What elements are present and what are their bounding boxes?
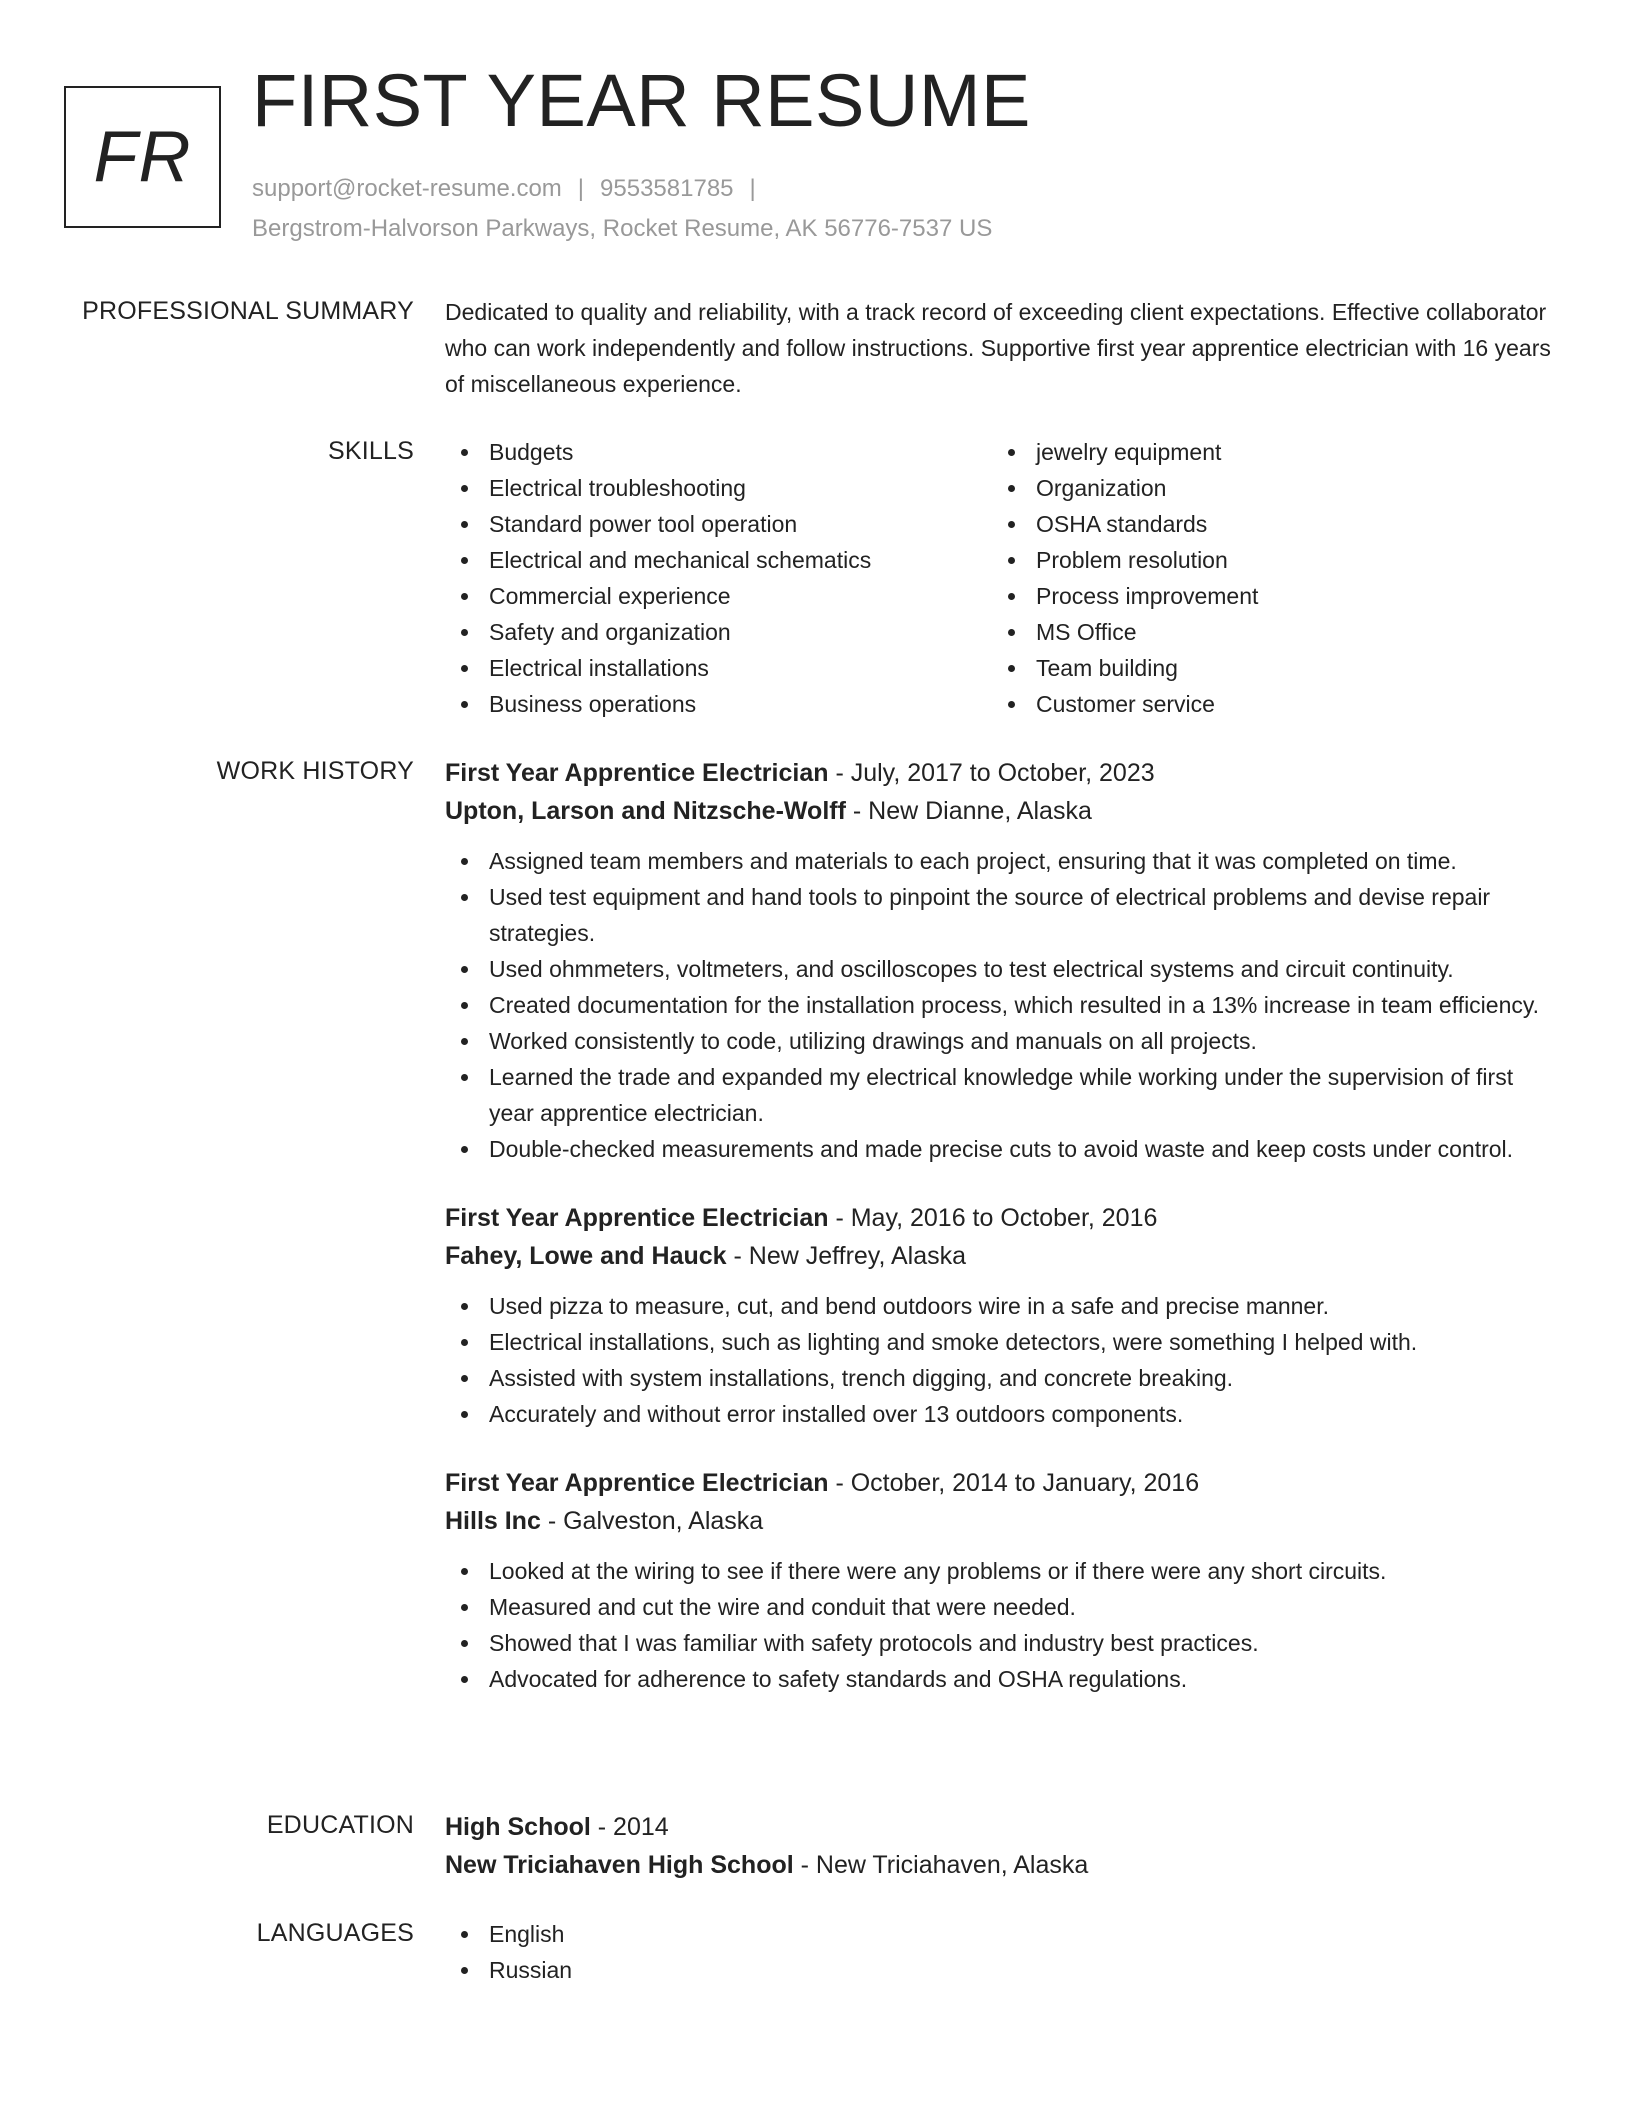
separator: | (577, 175, 585, 202)
list-item: Team building (992, 650, 1539, 686)
job-company-line (445, 1237, 1555, 1275)
list-item: Assisted with system installations, trench digging, and concrete breaking. (445, 1360, 1555, 1396)
list-item: Used pizza to measure, cut, and bend outdoors wire in a safe and precise manner. (445, 1288, 1555, 1324)
company-name: Fahey, Lowe and Hauck (445, 1242, 727, 1270)
summary-text: Dedicated to quality and reliability, with a track record of exceeding client expectations. Effective collaborator who can work independently and follow instructions. Supportive first year apprentice electrician with 16 years of miscellaneous experience. (445, 299, 1551, 397)
company-name: Upton, Larson and Nitzsche-Wolff (445, 797, 846, 825)
section-label-languages: LANGUAGES (256, 1919, 414, 1947)
job-duties (445, 843, 1555, 1167)
list-item: Safety and organization (445, 614, 992, 650)
section-label-work-history: WORK HISTORY (216, 757, 414, 785)
job-location: - New Dianne, Alaska (845, 797, 1092, 825)
list-item: Problem resolution (992, 542, 1539, 578)
job-dates: - October, 2014 to January, 2016 (828, 1469, 1200, 1497)
list-item: Showed that I was familiar with safety protocols and industry best practices. (445, 1625, 1555, 1661)
list-item: OSHA standards (992, 506, 1539, 542)
resume-title: FIRST YEAR RESUME (252, 59, 1031, 142)
list-item: MS Office (992, 614, 1539, 650)
job-entry (445, 1199, 1555, 1432)
job-company-line (445, 1502, 1555, 1540)
section-label-skills: SKILLS (328, 437, 414, 465)
job-duties (445, 1553, 1555, 1697)
phone[interactable]: 9553581785 (600, 175, 734, 202)
list-item: Double-checked measurements and made precise cuts to avoid waste and keep costs under control. (445, 1131, 1555, 1167)
graduation-year: - 2014 (590, 1813, 669, 1841)
job-title: First Year Apprentice Electrician (445, 1469, 829, 1497)
list-item: Measured and cut the wire and conduit that were needed. (445, 1589, 1555, 1625)
list-item: Used test equipment and hand tools to pinpoint the source of electrical problems and devise repair strategies. (445, 879, 1555, 951)
job-location: - New Jeffrey, Alaska (726, 1242, 967, 1270)
skills-column-2 (992, 434, 1539, 722)
separator: | (749, 175, 756, 202)
contact-line (252, 172, 772, 206)
degree: High School (445, 1813, 591, 1841)
degree-line (445, 1808, 1555, 1846)
job-company-line (445, 792, 1555, 830)
job-entry (445, 754, 1555, 1167)
education-entry (445, 1808, 1555, 1884)
languages-items (445, 1916, 1555, 1988)
school-line (445, 1846, 1555, 1884)
job-duties (445, 1288, 1555, 1432)
job-title: First Year Apprentice Electrician (445, 759, 829, 787)
list-item: Process improvement (992, 578, 1539, 614)
school-name: New Triciahaven High School (445, 1851, 794, 1879)
list-item: Advocated for adherence to safety standards and OSHA regulations. (445, 1661, 1555, 1697)
list-item: Standard power tool operation (445, 506, 992, 542)
section-label-education: EDUCATION (266, 1811, 414, 1839)
list-item: Assigned team members and materials to each project, ensuring that it was completed on time. (445, 843, 1555, 879)
job-dates: - May, 2016 to October, 2016 (828, 1204, 1158, 1232)
list-item: Worked consistently to code, utilizing drawings and manuals on all projects. (445, 1023, 1555, 1059)
list-item: Business operations (445, 686, 992, 722)
list-item: jewelry equipment (992, 434, 1539, 470)
address: Bergstrom-Halvorson Parkways, Rocket Resume, AK 56776-7537 US (252, 215, 993, 242)
company-name: Hills Inc (445, 1507, 541, 1535)
job-title-line (445, 1464, 1555, 1502)
list-item: Electrical installations, such as lighting and smoke detectors, were something I helped with. (445, 1324, 1555, 1360)
skills-column-1 (445, 434, 992, 722)
list-item: Organization (992, 470, 1539, 506)
list-item: Electrical troubleshooting (445, 470, 992, 506)
list-item: Created documentation for the installation process, which resulted in a 13% increase in team efficiency. (445, 987, 1555, 1023)
email[interactable]: support@rocket-resume.com (252, 175, 562, 202)
job-location: - Galveston, Alaska (540, 1507, 764, 1535)
list-item: Used ohmmeters, voltmeters, and oscilloscopes to test electrical systems and circuit continuity. (445, 951, 1555, 987)
school-location: - New Triciahaven, Alaska (793, 1851, 1089, 1879)
skills-list (445, 434, 1555, 722)
monogram: FR (64, 86, 221, 228)
list-item: Accurately and without error installed over 13 outdoors components. (445, 1396, 1555, 1432)
list-item: Looked at the wiring to see if there were any problems or if there were any short circuits. (445, 1553, 1555, 1589)
list-item: Customer service (992, 686, 1539, 722)
job-entry (445, 1464, 1555, 1697)
list-item: Budgets (445, 434, 992, 470)
list-item: Learned the trade and expanded my electrical knowledge while working under the supervision of first year apprentice electrician. (445, 1059, 1555, 1131)
list-item: Russian (445, 1952, 1555, 1988)
job-title: First Year Apprentice Electrician (445, 1204, 829, 1232)
languages-list (445, 1916, 1555, 1988)
list-item: English (445, 1916, 1555, 1952)
job-title-line (445, 754, 1555, 792)
list-item: Commercial experience (445, 578, 992, 614)
list-item: Electrical installations (445, 650, 992, 686)
list-item: Electrical and mechanical schematics (445, 542, 992, 578)
job-title-line (445, 1199, 1555, 1237)
job-dates: - July, 2017 to October, 2023 (828, 759, 1155, 787)
work-history-entries (445, 754, 1555, 1729)
section-label-summary: PROFESSIONAL SUMMARY (82, 297, 414, 325)
